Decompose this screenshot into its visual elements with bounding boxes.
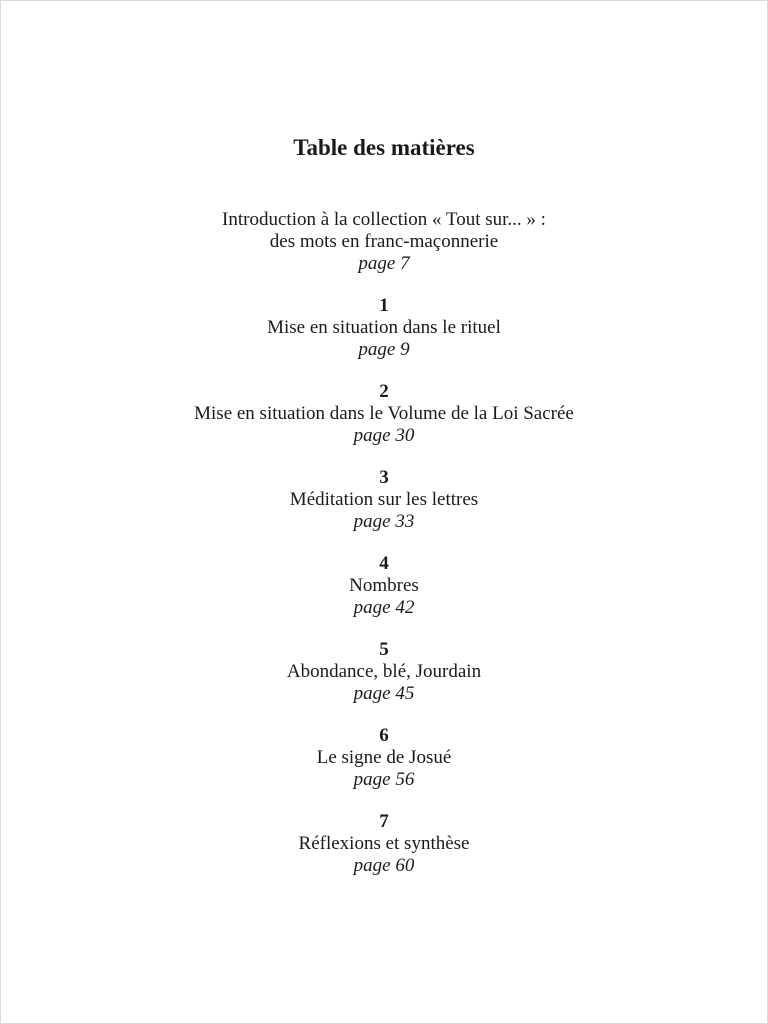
chapter-title: Mise en situation dans le Volume de la Loi Sacrée <box>194 403 574 424</box>
chapter-number: 6 <box>379 725 389 746</box>
chapter-number: 4 <box>379 553 389 574</box>
chapter-title: Méditation sur les lettres <box>289 489 479 510</box>
entry-page: page 7 <box>358 253 410 274</box>
toc-entry-5 <box>1 639 767 705</box>
chapter-title: Réflexions et synthèse <box>298 833 470 854</box>
toc-entry-2 <box>1 381 767 447</box>
entry-page: page 9 <box>358 339 410 360</box>
entry-page: page 56 <box>353 769 415 790</box>
toc-entry-7 <box>1 811 767 877</box>
entry-page: page 45 <box>353 683 415 704</box>
chapter-number: 5 <box>379 639 389 660</box>
chapter-title: Le signe de Josué <box>316 747 452 768</box>
toc-entry-6 <box>1 725 767 791</box>
chapter-number: 2 <box>379 381 389 402</box>
toc-entry-3 <box>1 467 767 533</box>
entry-title-line: des mots en franc-maçonnerie <box>269 231 499 252</box>
entry-title-line: Introduction à la collection « Tout sur... » : <box>222 209 546 230</box>
entry-page: page 42 <box>353 597 415 618</box>
toc-entry-intro <box>1 209 767 275</box>
toc-entry-1 <box>1 295 767 361</box>
toc-entry-4 <box>1 553 767 619</box>
entry-page: page 33 <box>353 511 415 532</box>
entry-page: page 30 <box>353 425 415 446</box>
chapter-number: 3 <box>379 467 389 488</box>
chapter-title: Mise en situation dans le rituel <box>267 317 501 338</box>
toc-list <box>1 209 767 897</box>
page-title: Table des matières <box>293 135 475 160</box>
chapter-number: 1 <box>379 295 389 316</box>
chapter-number: 7 <box>379 811 389 832</box>
entry-page: page 60 <box>353 855 415 876</box>
chapter-title: Nombres <box>349 575 419 596</box>
chapter-title: Abondance, blé, Jourdain <box>286 661 482 682</box>
